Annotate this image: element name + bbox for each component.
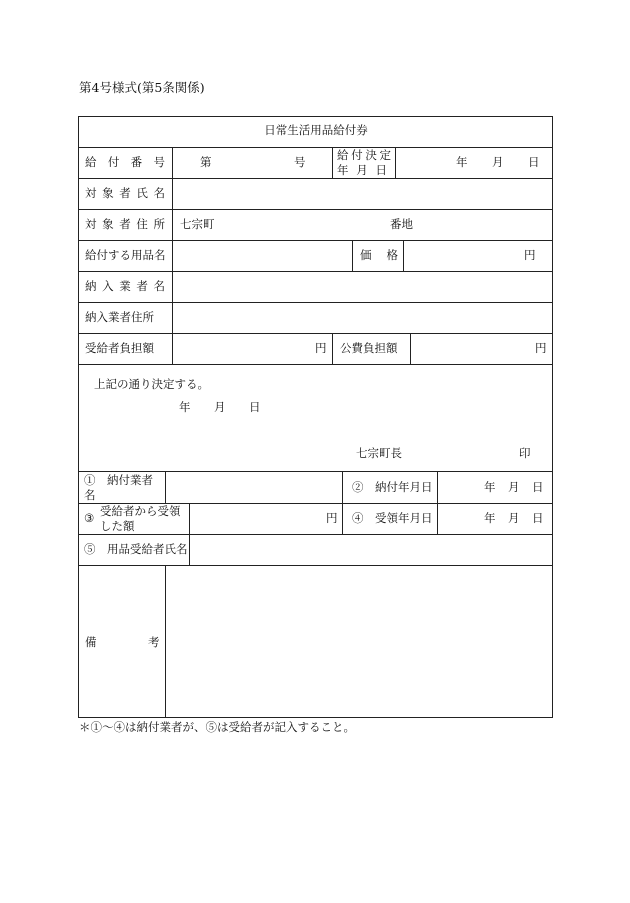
rule <box>403 240 404 271</box>
receipt-date-month: 月 <box>508 511 520 525</box>
decision-date-label-line2 <box>337 164 387 177</box>
rule <box>78 271 553 272</box>
decision-date-month: 月 <box>492 155 504 169</box>
delivery-date-month: 月 <box>508 480 520 494</box>
rule <box>78 471 553 472</box>
decision-statement: 上記の通り決定する。 <box>94 377 209 391</box>
label-char: 付 <box>107 155 120 169</box>
price-label <box>360 249 398 262</box>
payment-number-prefix: 第 <box>200 155 212 169</box>
vendor-address-label: 納入業者住所 <box>85 310 154 324</box>
label-char: 対 <box>85 217 97 231</box>
rule <box>352 240 353 271</box>
label-char: 月 <box>356 163 368 177</box>
receipt-date-label: ④ 受領年月日 <box>352 511 433 525</box>
remarks-label-left: 備 <box>85 635 97 649</box>
label-char: 者 <box>119 186 131 200</box>
label-char: 名 <box>153 186 165 200</box>
label-char: 入 <box>102 279 114 293</box>
rule <box>332 147 333 178</box>
rule <box>189 503 190 565</box>
item-recipient-name-label: ⑤ 用品受給者氏名 <box>84 542 188 556</box>
rule <box>395 147 396 178</box>
decision-date-day: 日 <box>528 155 540 169</box>
rule <box>437 471 438 534</box>
label-char: 象 <box>102 186 114 200</box>
label-char: 年 <box>337 163 349 177</box>
form-title: 日常生活用品給付券 <box>264 123 368 137</box>
label-char: 住 <box>136 217 148 231</box>
rule <box>78 565 553 566</box>
label-char: 給 <box>337 148 349 162</box>
label-char: 名 <box>153 279 165 293</box>
public-burden-yen: 円 <box>535 341 547 355</box>
label-char: 給 <box>85 155 97 169</box>
label-char: 決 <box>365 148 377 162</box>
seal-mark: 印 <box>519 446 531 460</box>
public-burden-label: 公費負担額 <box>340 341 398 355</box>
item-name-label: 給付する用品名 <box>85 248 166 262</box>
recipient-address-label <box>85 218 165 231</box>
receipt-date-day: 日 <box>532 511 544 525</box>
decision-year: 年 <box>179 400 191 414</box>
form-table <box>78 116 553 718</box>
decision-day: 日 <box>249 400 261 414</box>
payment-number-suffix: 号 <box>294 155 306 169</box>
label-char: 象 <box>102 217 114 231</box>
rule <box>78 333 553 334</box>
label-char: 格 <box>386 248 398 262</box>
label-char: 付 <box>351 148 363 162</box>
received-amount-yen: 円 <box>326 511 338 525</box>
payment-number-label <box>85 156 165 169</box>
label-char: 氏 <box>136 186 148 200</box>
decision-date-year: 年 <box>456 155 468 169</box>
rule <box>78 147 553 148</box>
label-char: 日 <box>375 163 387 177</box>
received-amount-label-line2: した額 <box>100 519 135 533</box>
label-char: 者 <box>119 217 131 231</box>
label-char: 納 <box>85 279 97 293</box>
label-char: 番 <box>130 155 143 169</box>
recipient-burden-yen: 円 <box>315 341 327 355</box>
recipient-burden-label: 受給者負担額 <box>85 341 154 355</box>
rule <box>342 471 343 534</box>
label-char: 所 <box>153 217 165 231</box>
delivery-date-label: ② 納付年月日 <box>352 480 433 494</box>
label-char: 者 <box>136 279 148 293</box>
rule <box>78 534 553 535</box>
price-yen: 円 <box>524 248 536 262</box>
rule <box>172 147 173 364</box>
received-amount-num: ③ <box>84 511 95 525</box>
rule <box>165 565 166 718</box>
rule <box>78 240 553 241</box>
label-char: 定 <box>379 148 391 162</box>
receipt-date-year: 年 <box>484 511 496 525</box>
label-char: 業 <box>119 279 131 293</box>
address-banchi: 番地 <box>390 217 413 231</box>
label-char: 号 <box>153 155 165 169</box>
remarks-label-right: 考 <box>148 635 160 649</box>
rule <box>78 302 553 303</box>
delivery-date-year: 年 <box>484 480 496 494</box>
rule <box>78 209 553 210</box>
address-town: 七宗町 <box>180 217 215 231</box>
rule <box>332 333 333 364</box>
rule <box>410 333 411 364</box>
decision-month: 月 <box>214 400 226 414</box>
received-amount-label-line1: 受給者から受領 <box>100 504 181 518</box>
footnote: ＊①～④は納付業者が、⑤は受給者が記入すること。 <box>79 720 355 734</box>
rule <box>78 178 553 179</box>
vendor-name-1-label-line1: ① 納付業者 <box>84 473 153 487</box>
delivery-date-day: 日 <box>532 480 544 494</box>
label-char: 価 <box>360 248 372 262</box>
form-number: 第4号様式(第5条関係) <box>79 80 205 95</box>
recipient-name-label <box>85 187 165 200</box>
mayor-title: 七宗町長 <box>356 446 402 460</box>
vendor-name-1-label-line2: 名 <box>84 488 96 502</box>
decision-date-label-line1 <box>337 149 391 162</box>
rule <box>78 364 553 365</box>
rule <box>165 471 166 503</box>
vendor-name-label <box>85 280 165 293</box>
label-char: 対 <box>85 186 97 200</box>
